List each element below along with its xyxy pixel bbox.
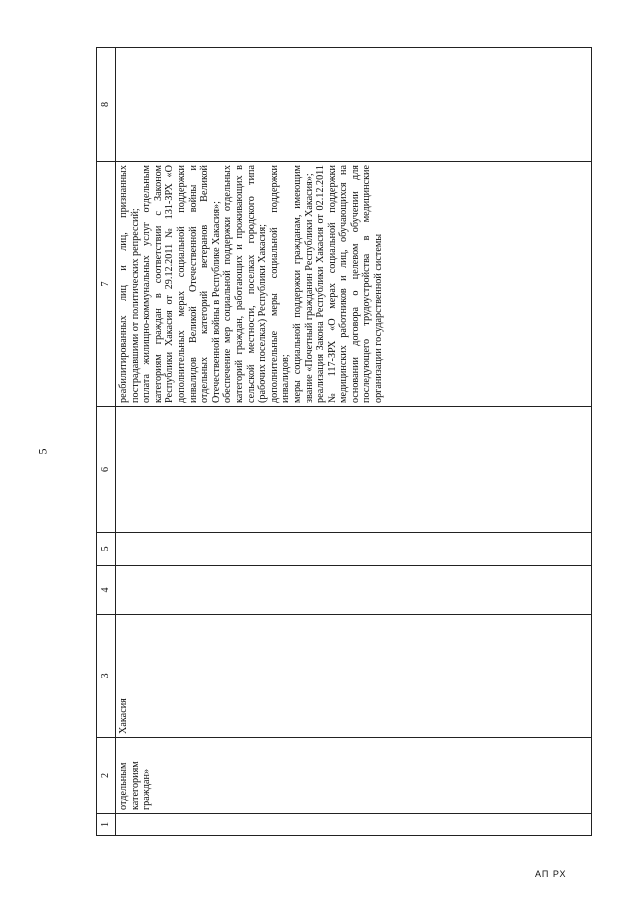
measure-text: реализация Закона Республики Хакасия от 02.12.2011 № 117-ЗРХ «О мерах социальной поддержки медицинских работников и лиц, обучающихся на основании договора о целевом обучении для последующего трудоустройства в медицинские организации государственной системы (315, 165, 385, 403)
footer-stamp: АП РХ (535, 869, 567, 879)
measure-text: меры социальной поддержки гражданам, имеющим звание «Почетный гражданин Республики Хакасия»; (291, 165, 315, 403)
page-number: 5 (35, 448, 50, 455)
cell-col-2: отдельным категориям граждан» (116, 738, 592, 814)
measure-text: дополнительные меры социальной поддержки инвалидов; (268, 165, 292, 403)
cell-col-6 (116, 407, 592, 533)
column-header-5: 5 (97, 533, 116, 566)
measure-text: оплата жилищно-коммунальных услуг отдельным категориям граждан в соответствии с Законом Республики Хакасия от 29.12.2011 № 131-ЗРХ «О дополнительных мерах социальной поддержки инвалидов Великой Отечественной войны и отдельных категорий ветеранов Великой Отечественной войны в Республике Хакасия»; (141, 165, 222, 403)
cell-col-3: Хакасия (116, 615, 592, 738)
cell-col-8 (116, 48, 592, 162)
measure-text: реабилитированных лиц и лиц, признанных пострадавшими от политических репрессий; (118, 165, 141, 403)
column-header-8: 8 (97, 48, 116, 162)
column-header-2: 2 (97, 738, 116, 814)
table-row (116, 48, 592, 836)
column-header-6: 6 (97, 407, 116, 533)
document-table (96, 47, 592, 836)
column-header-3: 3 (97, 615, 116, 738)
column-header-1: 1 (97, 814, 116, 836)
cell-col-7 (116, 162, 592, 407)
cell-col-1 (116, 814, 592, 836)
cell-col-5 (116, 533, 592, 566)
column-header-4: 4 (97, 566, 116, 615)
column-header-7: 7 (97, 162, 116, 407)
measure-text: обеспечение мер социальной поддержки отдельных категорий граждан, работающих и проживающих в сельской местности, поселках городского типа (рабочих поселках) Республики Хакасия; (222, 165, 269, 403)
header-row (97, 48, 116, 836)
cell-col-4 (116, 566, 592, 615)
document-table-area (96, 48, 592, 836)
